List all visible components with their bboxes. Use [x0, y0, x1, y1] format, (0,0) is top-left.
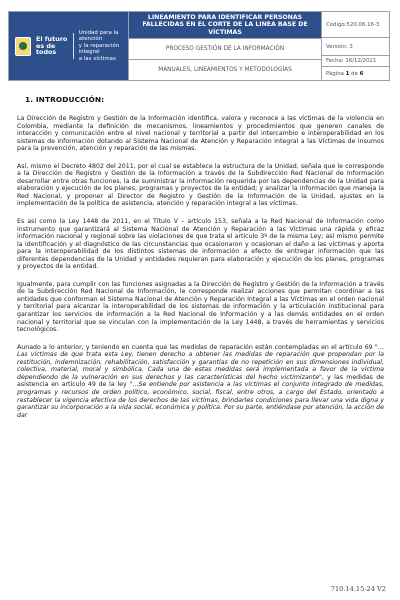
- paragraph-2: Así, mismo el Decreto 4802 del 2011, por el cual se establece la estructura de la Unidad, señala que le corresponde a la Dirección de Registro y Gestión de la Información a través de la Subdirección Red Nacional de Información desarrollar entre otras funciones, la de suministrar la información requerida por las dependencias de la Unidad para elaboración y ejecución de los planes, programas y proyectos de la entidad; y analizar la información que maneja la Red Nacional, y proponer al Director de Registro y Gestión de la Información de la Unidad, ajustes en la implementación de la política de asistencia, atención y reparación integral a las víctimas.: [17, 162, 384, 208]
- entity-logo-text: [79, 30, 128, 63]
- logo-line-1: El futuro: [36, 35, 68, 44]
- logo-block: [9, 12, 129, 80]
- document-date: Fecha: 16/12/2021: [322, 56, 389, 67]
- document-body: [17, 95, 384, 429]
- page-total: 6: [359, 70, 364, 77]
- footer-code: 710.14.15-24 V2: [330, 585, 386, 593]
- document-category: MANUALES, LINEAMIENTOS Y METODOLOGÍAS: [129, 59, 321, 80]
- page-prefix: Página: [326, 70, 344, 77]
- header-center: [129, 12, 322, 80]
- paragraph-4: Igualmente, para cumplir con las funciones asignadas a la Dirección de Registro y Gestión de la Información a través de la Subdirección Red Nacional de Información, le corresponde realizar acciones que permitan coordinar a las entidades que conforman el Sistema Nacional de Atención y Reparación Integral a las Víctimas en el orden nacional y territorial para alcanzar la interoperabilidad de los sistemas de información y la articulación institucional para garantizar los servicios de información a la Red Nacional de Información y a las demás entidades en el orden nacional y territorial que se vinculan con la implementación de la Ley 1448, a través de herramientas y servicios tecnológicos.: [17, 280, 384, 334]
- process-name: PROCESO GESTIÓN DE LA INFORMACIÓN: [129, 38, 321, 59]
- entity-line-1: Unidad para la atención: [78, 29, 119, 43]
- document-version: Versión: 3: [322, 38, 389, 56]
- page-indicator: [322, 67, 389, 80]
- paragraph-1: La Dirección de Registro y Gestión de la Información identifica, valora y reconoce a las víctimas de la violencia en Colombia, mediante la definición de mecanismos, lineamientos y procedimientos que generen canales de interacción y comunicación entre el nivel nacional y territorial a partir del intercambio e interoperabilidad en los sistemas de información dotando al Sistema Nacional de Atención y Reparación Integral a las Víctimas de insumos para la prevención, atención y reparación de las mismas.: [17, 115, 384, 153]
- paragraph-3: Es así como la Ley 1448 de 2011, en el Título V – artículo 153, señala a la Red Nacional de Información como instrumento que garantizará al Sistema Nacional de Atención y Reparación a las Víctimas una rápida y eficaz información nacional y regional sobre las violaciones de que trata el artículo 3º de la misma Ley; así mismo permite la identificación y el diagnóstico de las circunstancias que ocasionaron y ocasionan el daño a las víctimas y aporta para la interoperabilidad de los distintos sistemas de información a efecto de entregar información que las diferentes dependencias de la Unidad y entidades requieran para elaboración y ejecución de los planes, programas y proyectos de la entidad.: [17, 218, 384, 271]
- logo-divider: [73, 33, 74, 59]
- document-title: LINEAMIENTO PARA IDENTIFICAR PERSONAS FALLECIDAS EN EL CORTE DE LA LINEA BASE DE VÍCTIMAS: [129, 12, 321, 38]
- article-69-quote: Las víctimas de que trata esta Ley, tienen derecho a obtener las medidas de reparación que propendan por la restitución, indemnización, rehabilitación, satisfacción y garantías de no repetición en sus dimensiones individual, colectiva, material, moral y simbólica. Cada una de estas medidas será implementada a favor de la víctima dependiendo de la vulneración en sus derechos y las características del hecho victimizante: [17, 351, 384, 381]
- page-current: 1: [345, 70, 350, 77]
- document-header: [8, 11, 390, 81]
- government-logo-text: [36, 36, 68, 56]
- colombia-seal-icon: [15, 37, 31, 56]
- header-metadata: [322, 12, 389, 80]
- paragraph-5: [17, 344, 384, 419]
- entity-line-2: y la reparación integral: [78, 42, 120, 56]
- logo-line-2: es de todos: [36, 41, 57, 57]
- paragraph-5-connector: ", y las medidas de asistencia en artículo 49 de la ley "…: [17, 373, 385, 389]
- section-title: 1. INTRODUCCIÓN:: [25, 95, 105, 104]
- paragraph-5-intro: Aunado a lo anterior, y teniendo en cuenta que las medidas de reparación están contempladas en el artículo 69 "…: [17, 343, 384, 351]
- document-code: Código:520.06.16-3: [322, 12, 389, 38]
- article-49-quote: Se entiende por asistencia a las víctimas el conjunto integrado de medidas, programas y recursos de orden político, económico, social, fiscal, entre otros, a cargo del Estado, orientado a restablecer la vigencia efectiva de los derechos de las víctimas, brindarles condiciones para llevar una vida digna y garantizar su incorporación a la vida social, económica y política. Por su parte, entiéndase por atención, la acción de dar: [17, 381, 384, 419]
- page-of: de: [351, 70, 358, 77]
- entity-line-3: a las víctimas: [78, 55, 116, 62]
